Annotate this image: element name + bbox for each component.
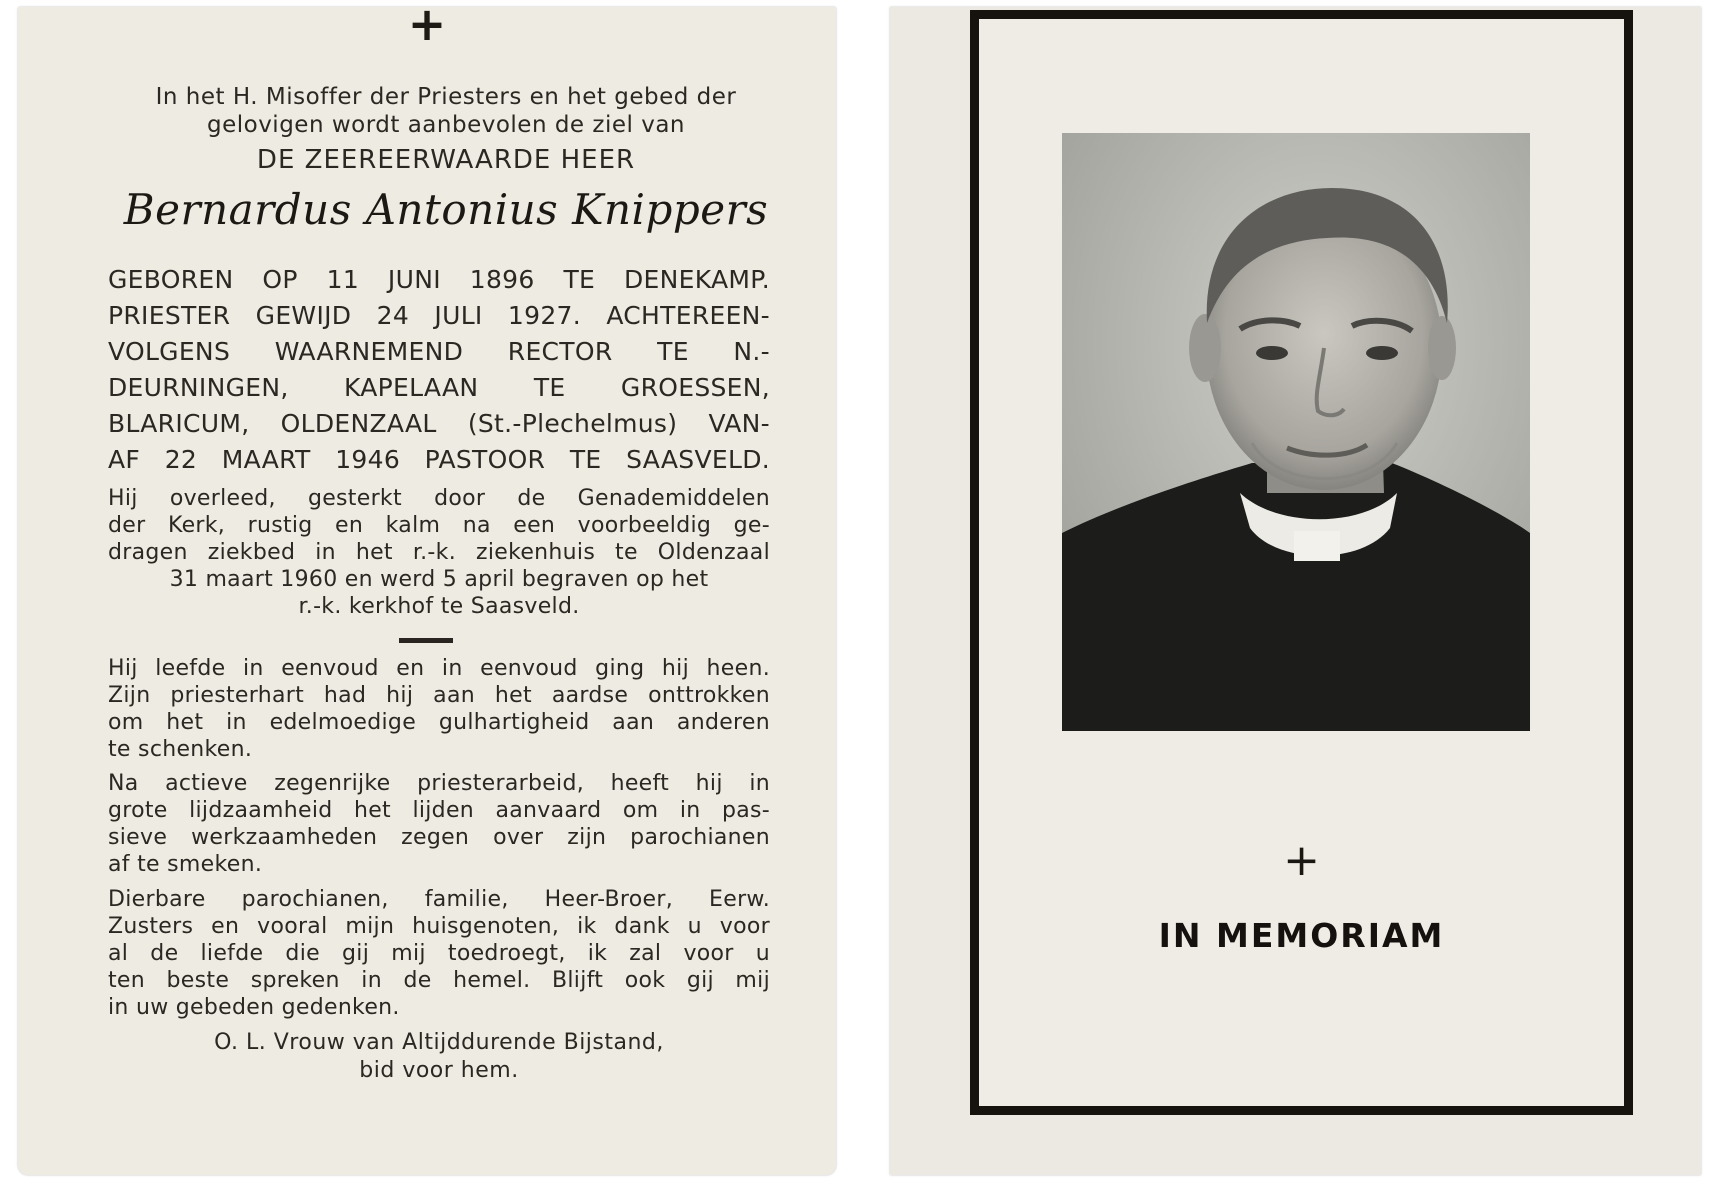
- closing-line: O. L. Vrouw van Altijddurende Bijstand,: [214, 1030, 664, 1055]
- death-line: dragen ziekbed in het r.-k. ziekenhuis te Oldenzaal: [108, 540, 770, 565]
- death-notice: [108, 485, 770, 620]
- para-line: Zusters en vooral mijn huisgenoten, ik dank u voor: [108, 914, 770, 939]
- intro-line: In het H. Misoffer der Priesters en het gebed der: [155, 84, 737, 110]
- portrait-illustration: [1062, 133, 1530, 731]
- in-memoriam-heading: IN MEMORIAM: [1158, 916, 1445, 955]
- biography: [108, 262, 770, 478]
- deceased-name: Bernardus Antonius Knippers: [123, 185, 769, 234]
- intro-text: [96, 83, 796, 139]
- death-line: 31 maart 1960 en werd 5 april begraven op het: [169, 567, 709, 592]
- para-line: Dierbare parochianen, familie, Heer-Broer, Eerw.: [108, 887, 770, 912]
- death-line: der Kerk, rustig en kalm na een voorbeeldig ge-: [108, 513, 770, 538]
- bio-line: AF 22 MAART 1946 PASTOOR TE SAASVELD.: [108, 445, 770, 474]
- death-line: r.-k. kerkhof te Saasveld.: [298, 594, 580, 619]
- para-line: Na actieve zegenrijke priesterarbeid, heeft hij in: [108, 771, 770, 796]
- paragraph-farewell: [108, 886, 770, 1021]
- prayer-card-photo-side: [890, 7, 1701, 1175]
- bio-line: GEBOREN OP 11 JUNI 1896 TE DENEKAMP.: [108, 265, 770, 294]
- divider: [399, 638, 453, 643]
- para-line: in uw gebeden gedenken.: [108, 995, 400, 1020]
- honorific-title: DE ZEEREERWAARDE HEER: [256, 145, 636, 175]
- para-line: Zijn priesterhart had hij aan het aardse onttrokken: [108, 683, 770, 708]
- closing-prayer: [108, 1029, 770, 1085]
- cross-icon: +: [407, 0, 447, 51]
- paragraph-simplicity: [108, 655, 770, 763]
- cross-icon: +: [1283, 835, 1320, 886]
- memorial-frame: [970, 10, 1633, 1115]
- priest-portrait-photo: [1062, 133, 1530, 731]
- closing-line: bid voor hem.: [359, 1058, 519, 1083]
- para-line: ten beste spreken in de hemel. Blijft ook gij mij: [108, 968, 770, 993]
- bio-line: VOLGENS WAARNEMEND RECTOR TE N.-: [108, 337, 770, 366]
- prayer-card-text-side: [18, 0, 836, 1175]
- bio-line: PRIESTER GEWIJD 24 JULI 1927. ACHTEREEN-: [108, 301, 770, 330]
- intro-line: gelovigen wordt aanbevolen de ziel van: [206, 112, 685, 138]
- bio-line: DEURNINGEN, KAPELAAN TE GROESSEN,: [108, 373, 770, 402]
- para-line: sieve werkzaamheden zegen over zijn parochianen: [108, 825, 770, 850]
- para-line: grote lijdzaamheid het lijden aanvaard om in pas-: [108, 798, 770, 823]
- para-line: al de liefde die gij mij toedroegt, ik zal voor u: [108, 941, 770, 966]
- death-line: Hij overleed, gesterkt door de Genademiddelen: [108, 486, 770, 511]
- para-line: te schenken.: [108, 737, 253, 762]
- para-line: om het in edelmoedige gulhartigheid aan anderen: [108, 710, 770, 735]
- paragraph-suffering: [108, 770, 770, 878]
- para-line: Hij leefde in eenvoud en in eenvoud ging hij heen.: [108, 656, 770, 681]
- para-line: af te smeken.: [108, 852, 263, 877]
- bio-line: BLARICUM, OLDENZAAL (St.-Plechelmus) VAN-: [108, 409, 770, 438]
